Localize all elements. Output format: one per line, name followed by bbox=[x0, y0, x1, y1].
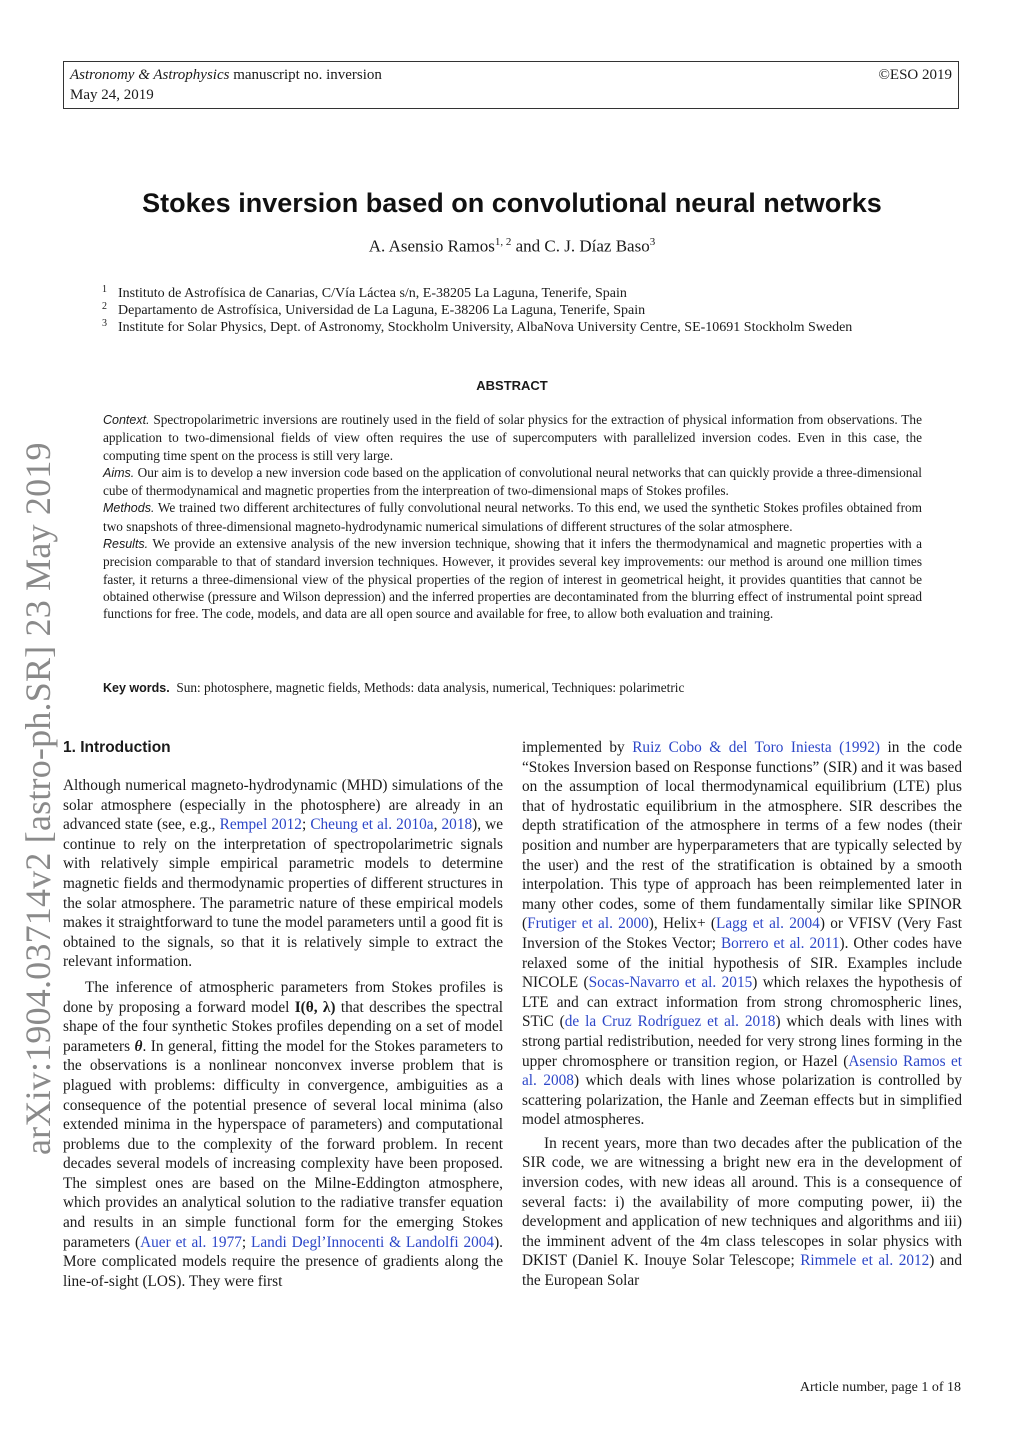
affiliations bbox=[102, 285, 852, 336]
text-run: , bbox=[433, 816, 442, 834]
text-run: ). More complicated models require the presence of gradients along the line-of-sight (LOS). They were first bbox=[63, 1233, 503, 1290]
citation-link[interactable]: Asensio Ramos et al. 2008 bbox=[522, 1052, 962, 1090]
text-run: ), Helix+ ( bbox=[648, 915, 716, 933]
citation-link[interactable]: Borrero et al. 2011 bbox=[720, 934, 840, 952]
abstract-label: Methods. bbox=[103, 501, 155, 516]
abstract-body bbox=[103, 411, 922, 623]
text-run: ), we continue to rely on the interpretation of spectropolarimetric signals with relatively simple empirical parametric models to determine magnetic fields and thermodynamic properties of different structures in the solar atmosphere. The parametric nature of these empirical models makes it straightforward to tune the model parameters until a good fit is obtained to the signals, so that it is relatively simple to extract the relevant information. bbox=[63, 816, 503, 971]
author-name: A. Asensio Ramos bbox=[368, 236, 495, 256]
keywords-text: Sun: photosphere, magnetic fields, Methods: data analysis, numerical, Techniques: polarimetric bbox=[176, 680, 685, 695]
keywords-label: Key words. bbox=[103, 681, 170, 695]
text-run: ; bbox=[241, 1233, 252, 1251]
citation-link[interactable]: 2018 bbox=[441, 816, 473, 834]
paper-title: Stokes inversion based on convolutional neural networks bbox=[142, 188, 882, 218]
citation-link[interactable]: Rempel 2012 bbox=[219, 816, 302, 834]
text-run: ; bbox=[301, 816, 311, 834]
citation-link[interactable]: Ruiz Cobo & del Toro Iniesta (1992) bbox=[632, 739, 880, 756]
arxiv-identifier: arXiv:1904.03714v2 [astro-ph.SR] 23 May 2019 bbox=[18, 442, 58, 1155]
abstract-label: Results. bbox=[103, 537, 149, 552]
text-run: The inference of atmospheric parameters from Stokes profiles is done by proposing a forward model bbox=[63, 978, 503, 1016]
manuscript-header bbox=[63, 61, 959, 109]
author-affiliation-mark: 3 bbox=[649, 236, 656, 248]
abstract-text: We trained two different architectures of fully convolutional neural networks. To this end, we used the synthetic Stokes profiles obtained from two snapshots of three-dimensional magneto-hydrodynamic numerical simulations of different structures of the solar atmosphere. bbox=[103, 500, 922, 534]
text-run: ) which deals with lines with strong partial redistribution, needed for very strong lines forming in the upper chromosphere or transition region, or Hazel ( bbox=[522, 1013, 963, 1070]
author-name: C. J. Díaz Baso bbox=[544, 236, 650, 256]
citation-link[interactable]: Cheung et al. 2010a bbox=[310, 816, 434, 834]
text-run: ) which deals with lines whose polarization is controlled by scattering polarization, the Hanle and Zeeman effects but in simplified model atmospheres. bbox=[522, 1072, 962, 1129]
abstract-methods bbox=[103, 499, 922, 535]
abstract-label: Aims. bbox=[103, 465, 135, 480]
abstract-aims bbox=[103, 464, 922, 500]
abstract-text: We provide an extensive analysis of the new inversion technique, showing that it infers the thermodynamical and magnetic properties with a precision comparable to that of standard inversion techniques. However, it provides several key improvements: our method is around one million times faster, it returns a three-dimensional view of the physical properties of the region of interest in geometrical height, it provides quantities that cannot be obtained otherwise (pressure and Wilson depression) and the inferred properties are decontaminated from the blurring effect of instrumental point spread functions for free. The code, models, and data are all open source and available for free, to allow both evaluation and training. bbox=[103, 536, 922, 622]
page-footer: Article number, page 1 of 18 bbox=[799, 1380, 961, 1395]
affiliation bbox=[102, 319, 852, 336]
keywords bbox=[103, 680, 922, 696]
abstract-text: Spectropolarimetric inversions are routinely used in the field of solar physics for the extraction of physical information from observations. The application to two-dimensional fields of view often requires the use of supercomputers with parallelized inversion codes. Even in this case, the computing time spent on the process is still very large. bbox=[103, 412, 922, 463]
paragraph bbox=[63, 978, 503, 1292]
citation-link[interactable]: de la Cruz Rodríguez et al. 2018 bbox=[564, 1013, 776, 1031]
text-run: In recent years, more than two decades after the publication of the SIR code, we are witnessing a bright new era in the development of inversion codes, with new ideas all around. This is a consequence of several facts: i) the availability of more computing power, ii) the development and application of new techniques and algorithms and iii) the imminent advent of the 4m class telescopes in solar physics with DKIST (Daniel K. Inouye Solar Telescope; bbox=[522, 1134, 962, 1270]
paragraph bbox=[522, 1134, 962, 1291]
affiliation-number: 1 bbox=[102, 284, 107, 295]
header-date: May 24, 2019 bbox=[70, 87, 154, 103]
affiliation bbox=[102, 302, 852, 319]
citation-link[interactable]: Socas-Navarro et al. 2015 bbox=[588, 974, 753, 992]
citation-link[interactable]: Frutiger et al. 2000 bbox=[527, 915, 649, 933]
affiliation bbox=[102, 285, 852, 302]
citation-link[interactable]: Landi Degl’Innocenti & Landolfi 2004 bbox=[251, 1233, 495, 1251]
affiliation-number: 2 bbox=[102, 301, 107, 312]
manuscript-id: manuscript no. inversion bbox=[233, 67, 382, 83]
text-run: ) or VFISV (Very Fast Inversion of the Stokes Vector; bbox=[522, 915, 962, 952]
author-list bbox=[0, 236, 1024, 257]
text-run: ). Other codes have relaxed some of the initial hypothesis of SIR. Examples include NICOLE ( bbox=[522, 934, 962, 992]
author-conjunction: and bbox=[515, 236, 541, 256]
text-run: that describes the spectral shape of the four synthetic Stokes profiles depending on a set of model parameters bbox=[63, 998, 504, 1055]
author-affiliation-mark: 1, 2 bbox=[494, 236, 512, 248]
abstract-text: Our aim is to develop a new inversion code based on the application of convolutional neural networks that can quickly provide a three-dimensional cube of thermodynamical and magnetic properties from the interpreation of two-dimensional maps of Stokes profiles. bbox=[103, 464, 922, 499]
left-column bbox=[63, 738, 503, 1291]
citation-link[interactable]: Rimmele et al. 2012 bbox=[800, 1252, 930, 1270]
journal-name: Astronomy & Astrophysics bbox=[70, 67, 230, 83]
text-run: Although numerical magneto-hydrodynamic (MHD) simulations of the solar atmosphere (especially in the photosphere) are already in an advanced state (see, e.g., bbox=[63, 777, 503, 834]
abstract-label: Context. bbox=[103, 413, 150, 427]
affiliation-number: 3 bbox=[102, 318, 107, 329]
text-run: ) which relaxes the hypothesis of LTE and can extract information from strong chromospheric lines, STiC ( bbox=[522, 974, 962, 1031]
abstract-heading: ABSTRACT bbox=[476, 378, 548, 393]
text-run: implemented by bbox=[522, 739, 633, 756]
affiliation-text: Institute for Solar Physics, Dept. of Astronomy, Stockholm University, AlbaNova University Centre, SE-10691 Stockholm Sweden bbox=[118, 320, 853, 335]
section-heading: 1. Introduction bbox=[63, 739, 171, 756]
abstract-results bbox=[103, 535, 922, 622]
text-run: . In general, fitting the model for the Stokes parameters to the observations is a nonlinear nonconvex inverse problem that is plagued with problems: difficulty in convergence, ambiguities as a consequence of the potential presence of several local minima (also extended minima in the hyperspace of parameters) and computational problems due to the complexity of the forward problem. In recent decades several models of increasing complexity have been proposed. The simplest ones are based on the Milne-Eddington atmosphere, which provides an analytical solution to the radiative transfer equation and results in an simple functional form for the emerging Stokes parameters ( bbox=[63, 1037, 503, 1251]
citation-link[interactable]: Auer et al. 1977 bbox=[140, 1233, 242, 1251]
math-symbol: I(θ, λ) bbox=[294, 998, 336, 1016]
paragraph bbox=[63, 776, 503, 972]
text-run: ) and the European Solar bbox=[522, 1252, 962, 1290]
right-column bbox=[522, 738, 962, 1291]
header-line-1 bbox=[70, 65, 952, 85]
abstract-context bbox=[103, 411, 922, 464]
paragraph bbox=[522, 738, 962, 1130]
copyright: ©ESO 2019 bbox=[878, 67, 952, 83]
math-symbol: θ bbox=[134, 1037, 143, 1055]
affiliation-text: Instituto de Astrofísica de Canarias, C/Vía Láctea s/n, E-38205 La Laguna, Tenerife, Spain bbox=[118, 286, 627, 301]
citation-link[interactable]: Lagg et al. 2004 bbox=[716, 915, 820, 933]
text-run: in the code “Stokes Inversion based on Response functions” (SIR) and it was based on the assumption of local thermodynamical equilibrium (LTE) plus that of hydrostatic equilibrium in the atmosphere. SIR describes the depth stratification of the atmosphere in terms of a few nodes (their position and number are hyperparameters that are typically selected by the user) and the rest of the stratification is obtained by a smooth interpolation. This type of approach has been reimplemented later in many other codes, some of them fundamentally similar like SPINOR ( bbox=[522, 739, 962, 933]
affiliation-text: Departamento de Astrofísica, Universidad de La Laguna, E-38206 La Laguna, Tenerife, Spain bbox=[118, 303, 646, 318]
